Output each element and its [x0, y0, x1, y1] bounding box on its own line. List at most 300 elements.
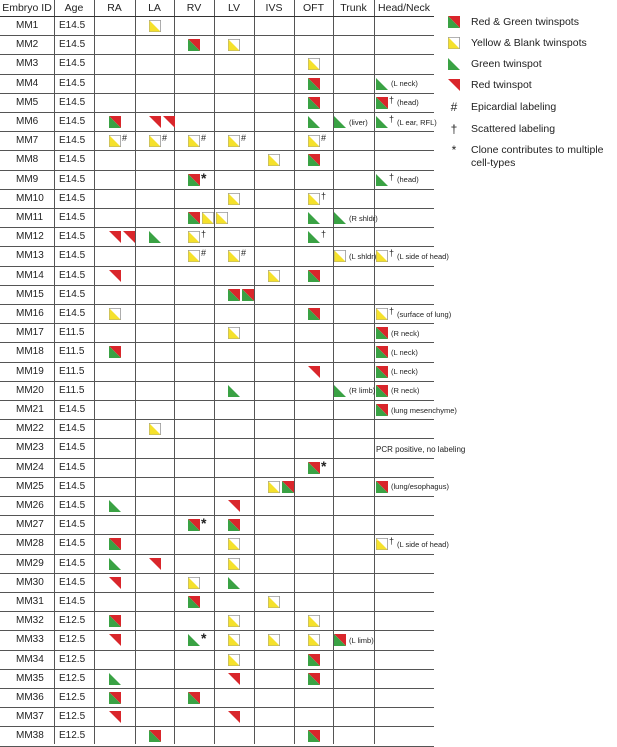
red-twinspot-icon: [109, 231, 121, 243]
cell-ivs: [268, 480, 294, 494]
tissue-note: (L side of head): [397, 539, 449, 549]
row-divider: [0, 688, 434, 689]
red-green-twinspot-icon: [109, 615, 121, 627]
row-divider: [0, 170, 434, 171]
cell-lv: [228, 518, 240, 532]
label-marker: †: [321, 190, 327, 201]
red-green-twinspot-icon: [188, 596, 200, 608]
embryo-age: E11.5: [59, 327, 85, 339]
cell-head: [376, 307, 451, 321]
red-green-twinspot-icon: [308, 78, 320, 90]
cell-lv: [228, 499, 240, 513]
embryo-id: MM15: [16, 288, 44, 300]
embryo-age: E14.5: [59, 269, 86, 281]
tissue-note: (L ear, RFL): [397, 117, 437, 127]
red-twinspot-icon: [163, 116, 175, 128]
label-marker: †: [389, 171, 395, 182]
green-twinspot-icon: [448, 58, 460, 70]
cell-lv: [228, 672, 240, 686]
tissue-note: (L neck): [391, 367, 418, 377]
embryo-age: E14.5: [59, 500, 86, 511]
red-twinspot-icon: [109, 634, 121, 646]
yellow-blank-twinspot-icon: [445, 37, 463, 52]
red-green-twinspot-icon: [308, 308, 320, 320]
green-twinspot-icon: [334, 385, 346, 397]
yellow-blank-twinspot-icon: [109, 135, 121, 147]
cell-rv: [188, 211, 228, 225]
embryo-id: MM27: [16, 519, 44, 531]
cell-oft: [308, 153, 320, 167]
cell-oft: [308, 96, 320, 110]
cell-head: [376, 96, 419, 110]
tissue-note: (L shldr): [349, 251, 377, 261]
row-divider: [0, 534, 434, 535]
column-header-trunk: Trunk: [340, 2, 367, 14]
embryo-id: MM5: [16, 96, 39, 108]
yellow-blank-twinspot-icon: [149, 135, 161, 147]
green-twinspot-icon: [376, 78, 388, 90]
red-twinspot-icon: [149, 116, 161, 128]
cell-lv: [228, 192, 240, 206]
cell-lv: [228, 249, 246, 263]
embryo-id: MM3: [16, 58, 39, 70]
cell-oft: [308, 77, 320, 91]
label-marker: †: [389, 248, 395, 259]
cell-ivs: [268, 633, 280, 647]
legend-symbol: #: [450, 100, 458, 114]
yellow-blank-twinspot-icon: [448, 37, 460, 49]
row-divider: [0, 438, 434, 439]
red-green-twinspot-icon: [188, 692, 200, 704]
embryo-id: MM25: [16, 480, 44, 492]
yellow-blank-twinspot-icon: [202, 212, 214, 224]
embryo-id: MM30: [16, 576, 44, 588]
header-rule: [0, 16, 434, 17]
yellow-blank-twinspot-icon: [376, 250, 388, 262]
cell-rv: [188, 249, 206, 263]
cell-lv: [228, 134, 246, 148]
cell-la: [149, 422, 161, 436]
cell-lv: [228, 288, 254, 302]
row-divider: [0, 93, 434, 94]
row-divider: [0, 208, 434, 209]
cell-head: [376, 480, 449, 494]
red-twinspot-icon: [109, 270, 121, 282]
legend-label: Scattered labeling: [471, 123, 556, 135]
cell-oft: [308, 457, 327, 475]
yellow-blank-twinspot-icon: [376, 308, 388, 320]
red-twinspot-icon: [445, 79, 463, 94]
label-marker: #: [321, 133, 327, 144]
embryo-age: E12.5: [59, 730, 86, 742]
cell-head: [376, 77, 418, 91]
red-green-twinspot-icon: [109, 116, 121, 128]
embryo-id: MM33: [16, 634, 44, 646]
embryo-id: MM2: [16, 39, 39, 51]
embryo-age: E14.5: [59, 538, 86, 550]
cell-oft: [308, 269, 320, 283]
green-twinspot-icon: [308, 116, 320, 128]
embryo-age: E12.5: [59, 711, 86, 723]
legend-item: [445, 16, 611, 31]
embryo-id: MM9: [16, 173, 39, 185]
cell-trunk: [334, 633, 374, 647]
embryo-id: MM16: [16, 308, 44, 319]
embryo-id: MM31: [16, 596, 44, 607]
embryo-id: MM20: [16, 384, 44, 396]
yellow-blank-twinspot-icon: [216, 212, 228, 224]
red-green-twinspot-icon: [308, 270, 320, 282]
cell-lv: [228, 614, 240, 628]
cell-ra: [109, 691, 121, 705]
cell-oft: [308, 614, 320, 628]
cell-ra: [109, 557, 121, 571]
cell-head: [376, 365, 418, 379]
cell-trunk: [334, 249, 376, 263]
cell-ivs: [268, 595, 280, 609]
red-green-twinspot-icon: [308, 462, 320, 474]
embryo-age: E14.5: [59, 288, 86, 300]
pcr-note-text: PCR positive, no labeling: [376, 444, 466, 454]
red-green-twinspot-icon: [308, 673, 320, 685]
red-green-twinspot-icon: [188, 174, 200, 186]
embryo-id: MM1: [16, 20, 39, 31]
embryo-id: MM11: [16, 212, 44, 223]
red-green-twinspot-icon: [376, 97, 388, 109]
cell-ra: [109, 672, 121, 686]
cell-head: [376, 173, 419, 187]
label-marker: #: [162, 133, 168, 144]
embryo-age: E14.5: [59, 557, 86, 569]
row-divider: [0, 573, 434, 574]
yellow-blank-twinspot-icon: [228, 327, 240, 339]
row-divider: [0, 400, 434, 401]
red-green-twinspot-icon: [376, 346, 388, 358]
embryo-age: E12.5: [59, 672, 86, 684]
embryo-age: E14.5: [59, 212, 86, 223]
cell-lv: [228, 710, 240, 724]
cell-oft: [308, 307, 320, 321]
legend-item: [445, 123, 611, 136]
row-divider: [0, 304, 434, 305]
tissue-note: (L limb): [349, 635, 374, 645]
row-divider: [0, 131, 434, 132]
row-divider: [0, 496, 434, 497]
embryo-id: MM19: [16, 365, 44, 377]
cell-head: [376, 537, 449, 551]
embryo-age: E14.5: [59, 308, 86, 319]
yellow-blank-twinspot-icon: [308, 634, 320, 646]
cell-ra: [109, 307, 121, 321]
yellow-blank-twinspot-icon: [109, 308, 121, 320]
embryo-age: E14.5: [59, 77, 86, 89]
green-twinspot-icon: [109, 673, 121, 685]
yellow-blank-twinspot-icon: [228, 558, 240, 570]
yellow-blank-twinspot-icon: [228, 135, 240, 147]
yellow-blank-twinspot-icon: [308, 58, 320, 70]
embryo-age: E14.5: [59, 58, 86, 70]
embryo-age: E14.5: [59, 154, 86, 166]
green-twinspot-icon: [109, 500, 121, 512]
red-green-twinspot-icon: [282, 481, 294, 493]
yellow-blank-twinspot-icon: [149, 20, 161, 32]
pcr-note: [376, 442, 465, 456]
embryo-id: MM34: [16, 653, 44, 665]
label-marker: *: [321, 457, 327, 474]
column-header-ra: RA: [107, 2, 122, 14]
embryo-id: MM22: [16, 423, 44, 435]
tissue-note: (lung mesenchyme): [391, 405, 457, 415]
embryo-id: MM36: [16, 692, 44, 703]
tissue-note: (liver): [349, 117, 368, 127]
yellow-blank-twinspot-icon: [268, 481, 280, 493]
cell-oft: [308, 230, 326, 244]
red-green-twinspot-icon: [376, 404, 388, 416]
cell-ra: [109, 537, 121, 551]
red-twinspot-icon: [149, 558, 161, 570]
green-twinspot-icon: [308, 231, 320, 243]
green-twinspot-icon: [109, 558, 121, 570]
green-twinspot-icon: [376, 174, 388, 186]
yellow-blank-twinspot-icon: [308, 193, 320, 205]
embryo-id: MM28: [16, 538, 44, 550]
embryo-id: MM6: [16, 116, 39, 127]
cell-oft: [308, 672, 320, 686]
embryo-id: MM14: [16, 269, 44, 281]
cell-ra: [109, 633, 121, 647]
cell-head: [376, 249, 449, 263]
cell-ra: [109, 710, 121, 724]
cell-ra: [109, 230, 135, 244]
label-marker: #: [201, 248, 207, 259]
embryo-id: MM10: [16, 192, 44, 204]
cell-la: [149, 557, 161, 571]
cell-rv: [188, 169, 207, 187]
cell-rv: [188, 230, 206, 244]
cell-lv: [228, 653, 240, 667]
embryo-age: E14.5: [59, 461, 86, 473]
embryo-age: E12.5: [59, 634, 86, 646]
cell-la: [149, 19, 161, 33]
embryo-age: E11.5: [59, 365, 85, 377]
yellow-blank-twinspot-icon: [268, 596, 280, 608]
row-divider: [0, 669, 434, 670]
red-green-twinspot-icon: [445, 16, 463, 31]
yellow-blank-twinspot-icon: [228, 250, 240, 262]
embryo-id: MM29: [16, 557, 44, 569]
yellow-blank-twinspot-icon: [334, 250, 346, 262]
green-twinspot-icon: [149, 231, 161, 243]
column-header-age: Age: [64, 2, 84, 14]
red-green-twinspot-icon: [308, 97, 320, 109]
cell-oft: [308, 115, 320, 129]
cell-ra: [109, 115, 121, 129]
cell-oft: [308, 211, 320, 225]
label-marker: †: [321, 229, 327, 240]
cell-lv: [228, 557, 240, 571]
green-twinspot-icon: [334, 116, 346, 128]
tissue-note: (surface of lung): [397, 309, 452, 319]
row-divider: [0, 630, 434, 631]
label-marker: *: [201, 630, 207, 647]
row-divider: [0, 74, 434, 75]
cell-ra: [109, 499, 121, 513]
yellow-blank-twinspot-icon: [228, 615, 240, 627]
red-twinspot-icon: [109, 577, 121, 589]
row-divider: [0, 362, 434, 363]
tissue-note: (L neck): [391, 79, 418, 89]
cell-la: [149, 115, 175, 129]
red-green-twinspot-icon: [109, 692, 121, 704]
yellow-blank-twinspot-icon: [268, 270, 280, 282]
cell-ra: [109, 345, 121, 359]
embryo-id: MM37: [16, 711, 44, 723]
row-divider: [0, 650, 434, 651]
tissue-note: (R limb): [349, 386, 376, 396]
cell-oft: [308, 365, 320, 379]
green-twinspot-icon: [188, 634, 200, 646]
red-green-twinspot-icon: [376, 481, 388, 493]
embryo-age: E14.5: [59, 480, 86, 492]
column-header-ivs: IVS: [265, 2, 283, 14]
label-marker: #: [201, 133, 207, 144]
cell-la: [149, 230, 161, 244]
legend-item: [445, 37, 611, 52]
legend-label: Yellow & Blank twinspots: [471, 37, 587, 49]
cell-rv: [188, 134, 206, 148]
yellow-blank-twinspot-icon: [308, 135, 320, 147]
embryo-age: E14.5: [59, 116, 86, 127]
red-twinspot-icon: [308, 366, 320, 378]
legend-item: [445, 144, 611, 170]
cell-head: [376, 345, 418, 359]
tissue-note: (head): [397, 175, 419, 185]
cell-ivs: [268, 269, 280, 283]
embryo-id: MM21: [16, 404, 44, 415]
embryo-id: MM38: [16, 730, 44, 742]
legend-item: [445, 58, 611, 73]
label-marker: †: [389, 536, 395, 547]
yellow-blank-twinspot-icon: [228, 634, 240, 646]
legend-item: [445, 79, 611, 94]
label-marker: *: [201, 169, 207, 186]
cell-ra: [109, 614, 121, 628]
embryo-id: MM17: [16, 327, 44, 339]
cell-lv: [228, 384, 240, 398]
legend-item: [445, 101, 611, 114]
label-marker: †: [201, 229, 207, 240]
row-divider: [0, 477, 434, 478]
green-twinspot-icon: [228, 577, 240, 589]
red-green-twinspot-icon: [334, 634, 346, 646]
cell-oft: [308, 57, 320, 71]
embryo-age: E11.5: [59, 346, 85, 358]
red-green-twinspot-icon: [376, 385, 388, 397]
row-divider: [0, 381, 434, 382]
embryo-id: MM4: [16, 77, 39, 89]
yellow-blank-twinspot-icon: [188, 231, 200, 243]
red-twinspot-icon: [448, 79, 460, 91]
row-divider: [0, 726, 434, 727]
red-green-twinspot-icon: [228, 289, 240, 301]
green-twinspot-icon: [228, 385, 240, 397]
cell-head: [376, 115, 437, 129]
embryo-id: MM24: [16, 461, 44, 473]
embryo-age: E14.5: [59, 442, 86, 454]
cell-head: [376, 326, 419, 340]
label-marker: #: [241, 133, 247, 144]
cell-trunk: [334, 115, 368, 129]
yellow-blank-twinspot-icon: [228, 538, 240, 550]
embryo-age: E11.5: [59, 384, 85, 396]
cell-lv: [228, 38, 240, 52]
label-marker: †: [389, 114, 395, 124]
column-header-embryo_id: Embryo ID: [2, 2, 52, 14]
green-twinspot-icon: [334, 212, 346, 224]
tissue-note: (R neck): [391, 328, 420, 338]
tissue-note: (L neck): [391, 347, 418, 357]
cell-head: [376, 384, 419, 398]
label-marker: †: [389, 306, 395, 316]
embryo-id: MM13: [16, 250, 44, 262]
cell-oft: [308, 653, 320, 667]
red-green-twinspot-icon: [228, 519, 240, 531]
embryo-age: E14.5: [59, 192, 86, 204]
tissue-note: (R shldr): [349, 213, 378, 223]
legend-symbol: †: [450, 122, 458, 136]
yellow-blank-twinspot-icon: [188, 250, 200, 262]
yellow-blank-twinspot-icon: [188, 577, 200, 589]
embryo-age: E14.5: [59, 231, 86, 243]
cell-trunk: [334, 211, 378, 225]
row-divider: [0, 611, 434, 612]
column-header-oft: OFT: [303, 2, 324, 14]
yellow-blank-twinspot-icon: [376, 538, 388, 550]
yellow-blank-twinspot-icon: [268, 154, 280, 166]
row-divider: [0, 419, 434, 420]
embryo-id: MM12: [16, 231, 44, 243]
embryo-id: MM18: [16, 346, 44, 358]
row-divider: [0, 342, 434, 343]
column-header-lv: LV: [227, 2, 241, 14]
row-divider: [0, 285, 434, 286]
cell-rv: [188, 576, 200, 590]
embryo-age: E14.5: [59, 39, 86, 51]
cell-oft: [308, 633, 320, 647]
red-green-twinspot-icon: [242, 289, 254, 301]
embryo-age: E14.5: [59, 135, 86, 147]
red-green-twinspot-icon: [308, 730, 320, 742]
red-green-twinspot-icon: [188, 212, 200, 224]
embryo-id: MM7: [16, 135, 39, 147]
red-green-twinspot-icon: [308, 154, 320, 166]
cell-lv: [228, 576, 240, 590]
tissue-note: (head): [397, 98, 419, 108]
cell-la: [149, 729, 161, 743]
embryo-age: E14.5: [59, 596, 86, 607]
red-green-twinspot-icon: [448, 16, 460, 28]
cell-trunk: [334, 384, 375, 398]
yellow-blank-twinspot-icon: [149, 423, 161, 435]
embryo-age: E14.5: [59, 519, 86, 531]
embryo-age: E14.5: [59, 20, 86, 31]
red-twinspot-icon: [228, 500, 240, 512]
cell-rv: [188, 595, 200, 609]
column-header-head: Head/Neck: [378, 2, 430, 14]
green-twinspot-icon: [445, 58, 463, 73]
embryo-id: MM35: [16, 672, 44, 684]
row-divider: [0, 592, 434, 593]
